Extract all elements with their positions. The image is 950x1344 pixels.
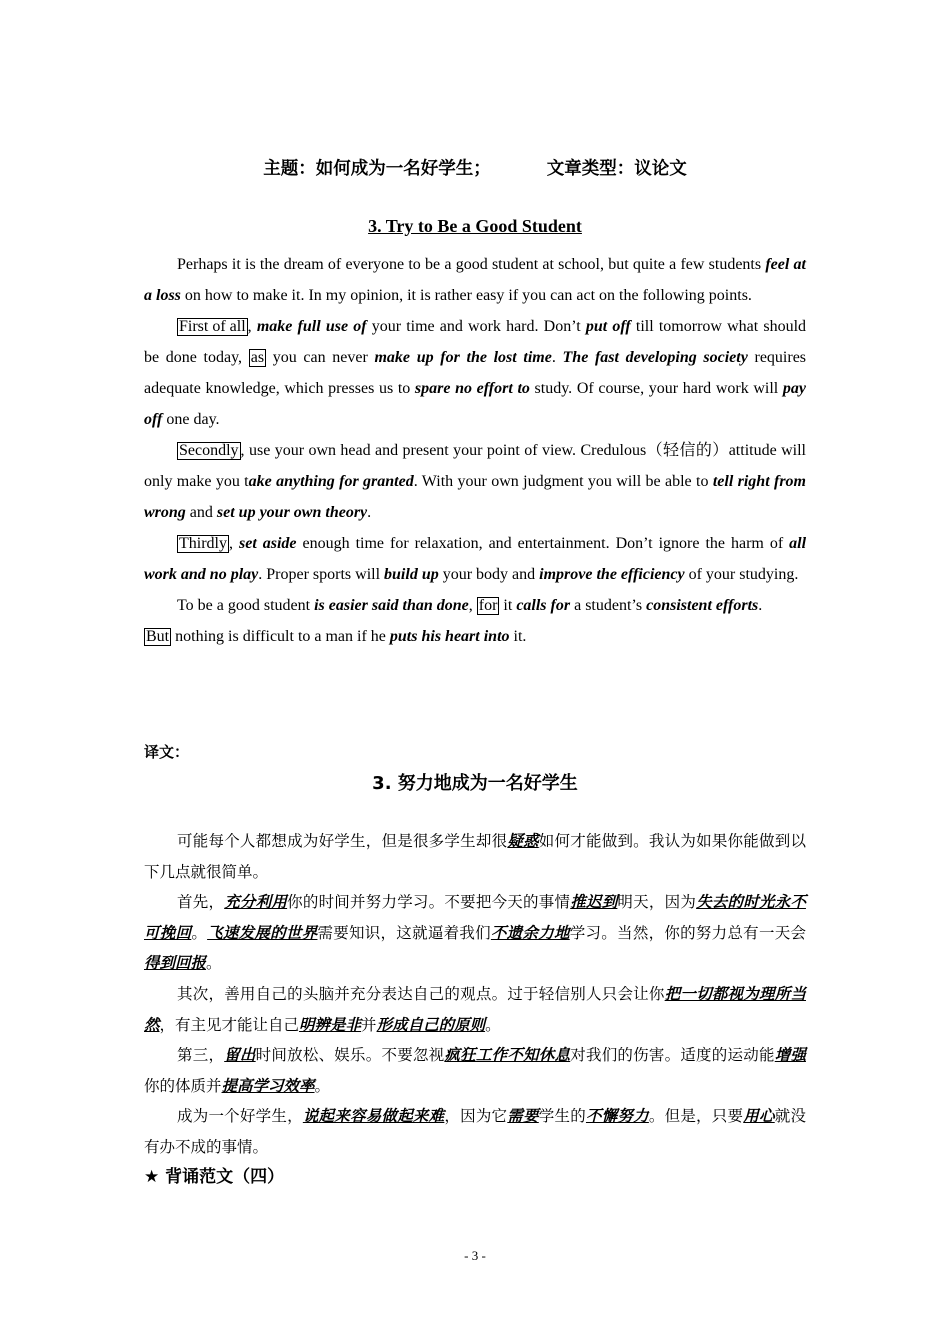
boxed-connective: for (478, 597, 498, 614)
boxed-connective: First of all (179, 318, 246, 335)
translation-title: 3. 努力地成为一名好学生 (372, 773, 578, 794)
key-phrase: The fast developing society (562, 349, 748, 366)
key-phrase: puts his heart into (389, 628, 510, 645)
english-paragraph-5: To be a good student is easier said than done, for it calls for a student’s consistent efforts. (177, 597, 763, 614)
key-phrase: consistent efforts (646, 597, 759, 614)
key-phrase: build up (384, 566, 439, 583)
english-paragraph-3: Secondly , use your own head and present your point of view. Credulous（轻信的）attitude will only make you take anything for granted. With your own judgment you will be able to tell right from wrong and set up your own theory. (144, 442, 807, 521)
translation-paragraph-4: 第三，留出时间放松、娱乐。不要忽视疯狂工作不知休息对我们的伤害。适度的运动能增强你的体质并提高学习效率。 (144, 1046, 806, 1095)
key-phrase-cn: 疯狂工作不知休息 (444, 1046, 571, 1065)
key-phrase-cn: 增强 (774, 1046, 806, 1065)
translation-paragraph-1: 可能每个人都想成为好学生，但是很多学生却很疑惑如何才能做到。我认为如果你能做到以下几点就很简单。 (144, 832, 806, 881)
key-phrase: ake anything for granted (248, 473, 414, 490)
article-type-label: 文章类型：议论文 (546, 159, 687, 179)
key-phrase-cn: 疑惑 (507, 832, 539, 850)
translation-paragraph-5: 成为一个好学生，说起来容易做起来难，因为它需要学生的不懈努力。但是，只要用心就没有办不成的事情。 (144, 1107, 806, 1156)
boxed-connective: But (146, 628, 170, 645)
key-phrase-cn: 形成自己的原则 (376, 1015, 486, 1034)
english-paragraph-4: Thirdly , set aside enough time for relaxation, and entertainment. Don’t ignore the harm of all work and no play. Proper sports will build up your body and improve the efficiency of your studying. (144, 535, 807, 583)
key-phrase: feel at a loss (144, 256, 807, 304)
topic-line (0, 155, 950, 180)
key-phrase-cn: 飞速发展的世界 (207, 923, 318, 942)
key-phrase-cn: 失去的时光永不可挽回 (144, 893, 806, 942)
key-phrase-cn: 提高学习效率 (221, 1076, 315, 1095)
translation-passage (144, 826, 806, 1163)
key-phrase-cn: 充分利用 (224, 893, 288, 912)
boxed-connective: Thirdly (179, 535, 227, 552)
key-phrase: put off (585, 318, 631, 335)
english-paragraph-1: Perhaps it is the dream of everyone to be a good student at school, but quite a few students feel at a loss on how to make it. In my opinion, it is rather easy if you can act on the following points. (144, 256, 807, 304)
key-phrase-cn: 留出 (224, 1046, 256, 1065)
key-phrase-cn: 把一切都视为理所当然 (144, 984, 806, 1034)
key-phrase: set up your own theory (216, 504, 368, 521)
key-phrase: improve the efficiency (539, 566, 685, 583)
english-passage (144, 249, 806, 652)
english-paragraph-2: First of all , make full use of your time and work hard. Don’t put off till tomorrow what should be done today, as you can never make up for the lost time. The fast developing society requires adequate knowledge, which presses us to spare no effort to study. Of course, your hard work will pay off one day. (144, 318, 807, 428)
translation-paragraph-3: 其次，善用自己的头脑并充分表达自己的观点。过于轻信别人只会让你把一切都视为理所当然，有主见才能让自己明辨是非并形成自己的原则。 (144, 984, 806, 1034)
key-phrase: spare no effort to (414, 380, 530, 397)
key-phrase-cn: 明辨是非 (299, 1015, 362, 1034)
key-phrase: tell right from wrong (144, 473, 807, 521)
page-number: - 3 - (464, 1248, 486, 1263)
english-paragraph-6: But nothing is difficult to a man if he puts his heart into it. (146, 628, 527, 645)
key-phrase: all work and no play (144, 535, 807, 583)
english-title: 3. Try to Be a Good Student (368, 216, 582, 236)
key-phrase-cn: 用心 (743, 1107, 775, 1126)
boxed-connective: Secondly (179, 442, 239, 459)
key-phrase: make up for the lost time (374, 349, 552, 366)
key-phrase-cn: 不懈努力 (585, 1107, 649, 1126)
key-phrase-cn: 得到回报 (144, 954, 207, 973)
key-phrase-cn: 需要 (507, 1107, 539, 1126)
key-phrase: make full use of (256, 318, 367, 335)
recite-heading: ★ 背诵范文（四） (144, 1167, 285, 1187)
key-phrase: calls for (516, 597, 571, 614)
key-phrase-cn: 说起来容易做起来难 (302, 1107, 445, 1126)
topic-label: 主题：如何成为一名好学生； (263, 159, 491, 179)
key-phrase: set aside (238, 535, 297, 552)
key-phrase-cn: 推迟到 (570, 893, 618, 912)
key-phrase: pay off (144, 380, 806, 428)
translation-paragraph-2: 首先，充分利用你的时间并努力学习。不要把今天的事情推迟到明天，因为失去的时光永不可挽回。飞速发展的世界需要知识，这就逼着我们不遗余力地学习。当然，你的努力总有一天会得到回报。 (144, 893, 806, 973)
key-phrase: is easier said than done (314, 597, 469, 614)
translation-label: 译文： (144, 743, 190, 761)
key-phrase-cn: 不遗余力地 (490, 923, 570, 942)
boxed-connective: as (250, 349, 265, 366)
